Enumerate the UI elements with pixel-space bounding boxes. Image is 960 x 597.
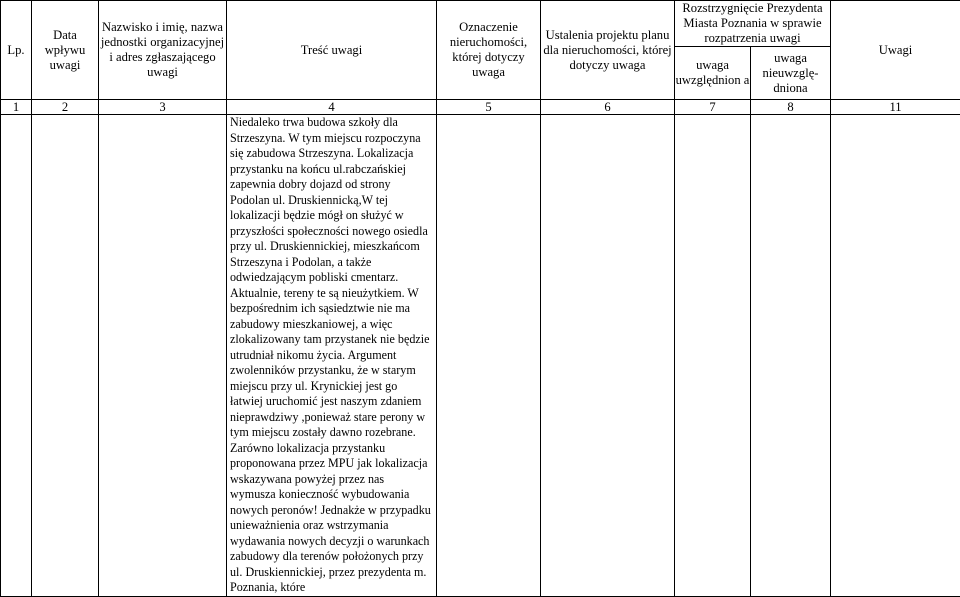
header-accepted-label: uwaga uwzględnion a — [675, 58, 750, 88]
cell-rejected — [751, 115, 831, 597]
column-number-cell: 2 — [32, 100, 99, 115]
header-rejected-label: uwaga nieuwzglę- dniona — [751, 51, 830, 96]
cell-accepted — [675, 115, 751, 597]
cell-remarks — [831, 115, 960, 597]
table-row — [1, 115, 960, 597]
cell-comment-content: Niedaleko trwa budowa szkoły dla Strzeszyna. W tym miejscu rozpoczyna się zabudowa Strzeszyna. Lokalizacja przystanku na końcu ul.rabczańskiej zapewnia dobry dojazd od strony Podolan ul. Druskiennicką,W tej lokalizacji będzie mógł on służyć w przyszłości społeczności nowego osiedla przy ul. Druskiennickiej, mieszkańcom Strzeszyna i Podolan, a także odwiedzającym pobliski cmentarz. Aktualnie, tereny te są nieużytkiem. W bezpośrednim ich sąsiedztwie nie ma zabudowy mieszkaniowej, a więc zlokalizowany tam przystanek nie będzie utrudniał nikomu życia. Argument zwolenników przystanku, że w starym miejscu przy ul. Krynickiej jest go łatwiej uruchomić jest naszym zdaniem nieprawdziwy ,ponieważ stare perony w tym miejscu zostały dawno rozebrane. Zarówno lokalizacja przystanku proponowana przez MPU jak lokalizacja wskazywana powyżej przez nas wymusza konieczność wybudowania nowych peronów! Jednakże w przypadku unieważnienia oraz wstrzymania wydawania nowych decyzji o warunkach zabudowy dla terenów położonych przy ul. Druskiennickiej, przez prezydenta m. Poznania, które — [227, 115, 437, 597]
header-decision-group: Rozstrzygnięcie Prezydenta Miasta Poznania w sprawie rozpatrzenia uwagi — [675, 1, 831, 47]
header-remarks: Uwagi — [831, 1, 960, 100]
cell-lp — [1, 115, 32, 597]
cell-date — [32, 115, 99, 597]
cell-submitter — [99, 115, 227, 597]
header-submitter: Nazwisko i imię, nazwa jednostki organizacyjnej i adres zgłaszającego uwagi — [99, 1, 227, 100]
header-plan-provisions: Ustalenia projektu planu dla nieruchomości, której dotyczy uwaga — [541, 1, 675, 100]
header-accepted — [675, 47, 751, 100]
column-number-row — [1, 100, 960, 115]
column-number-cell: 5 — [437, 100, 541, 115]
column-number-cell: 1 — [1, 100, 32, 115]
column-number-cell: 8 — [751, 100, 831, 115]
header-date: Data wpływu uwagi — [32, 1, 99, 100]
header-property: Oznaczenie nieruchomości, której dotyczy uwaga — [437, 1, 541, 100]
header-lp: Lp. — [1, 1, 32, 100]
cell-plan-provisions — [541, 115, 675, 597]
column-number-cell: 6 — [541, 100, 675, 115]
cell-property — [437, 115, 541, 597]
header-rejected — [751, 47, 831, 100]
column-number-cell: 11 — [831, 100, 960, 115]
column-number-cell: 7 — [675, 100, 751, 115]
column-number-cell: 3 — [99, 100, 227, 115]
header-content: Treść uwagi — [227, 1, 437, 100]
column-number-cell: 4 — [227, 100, 437, 115]
